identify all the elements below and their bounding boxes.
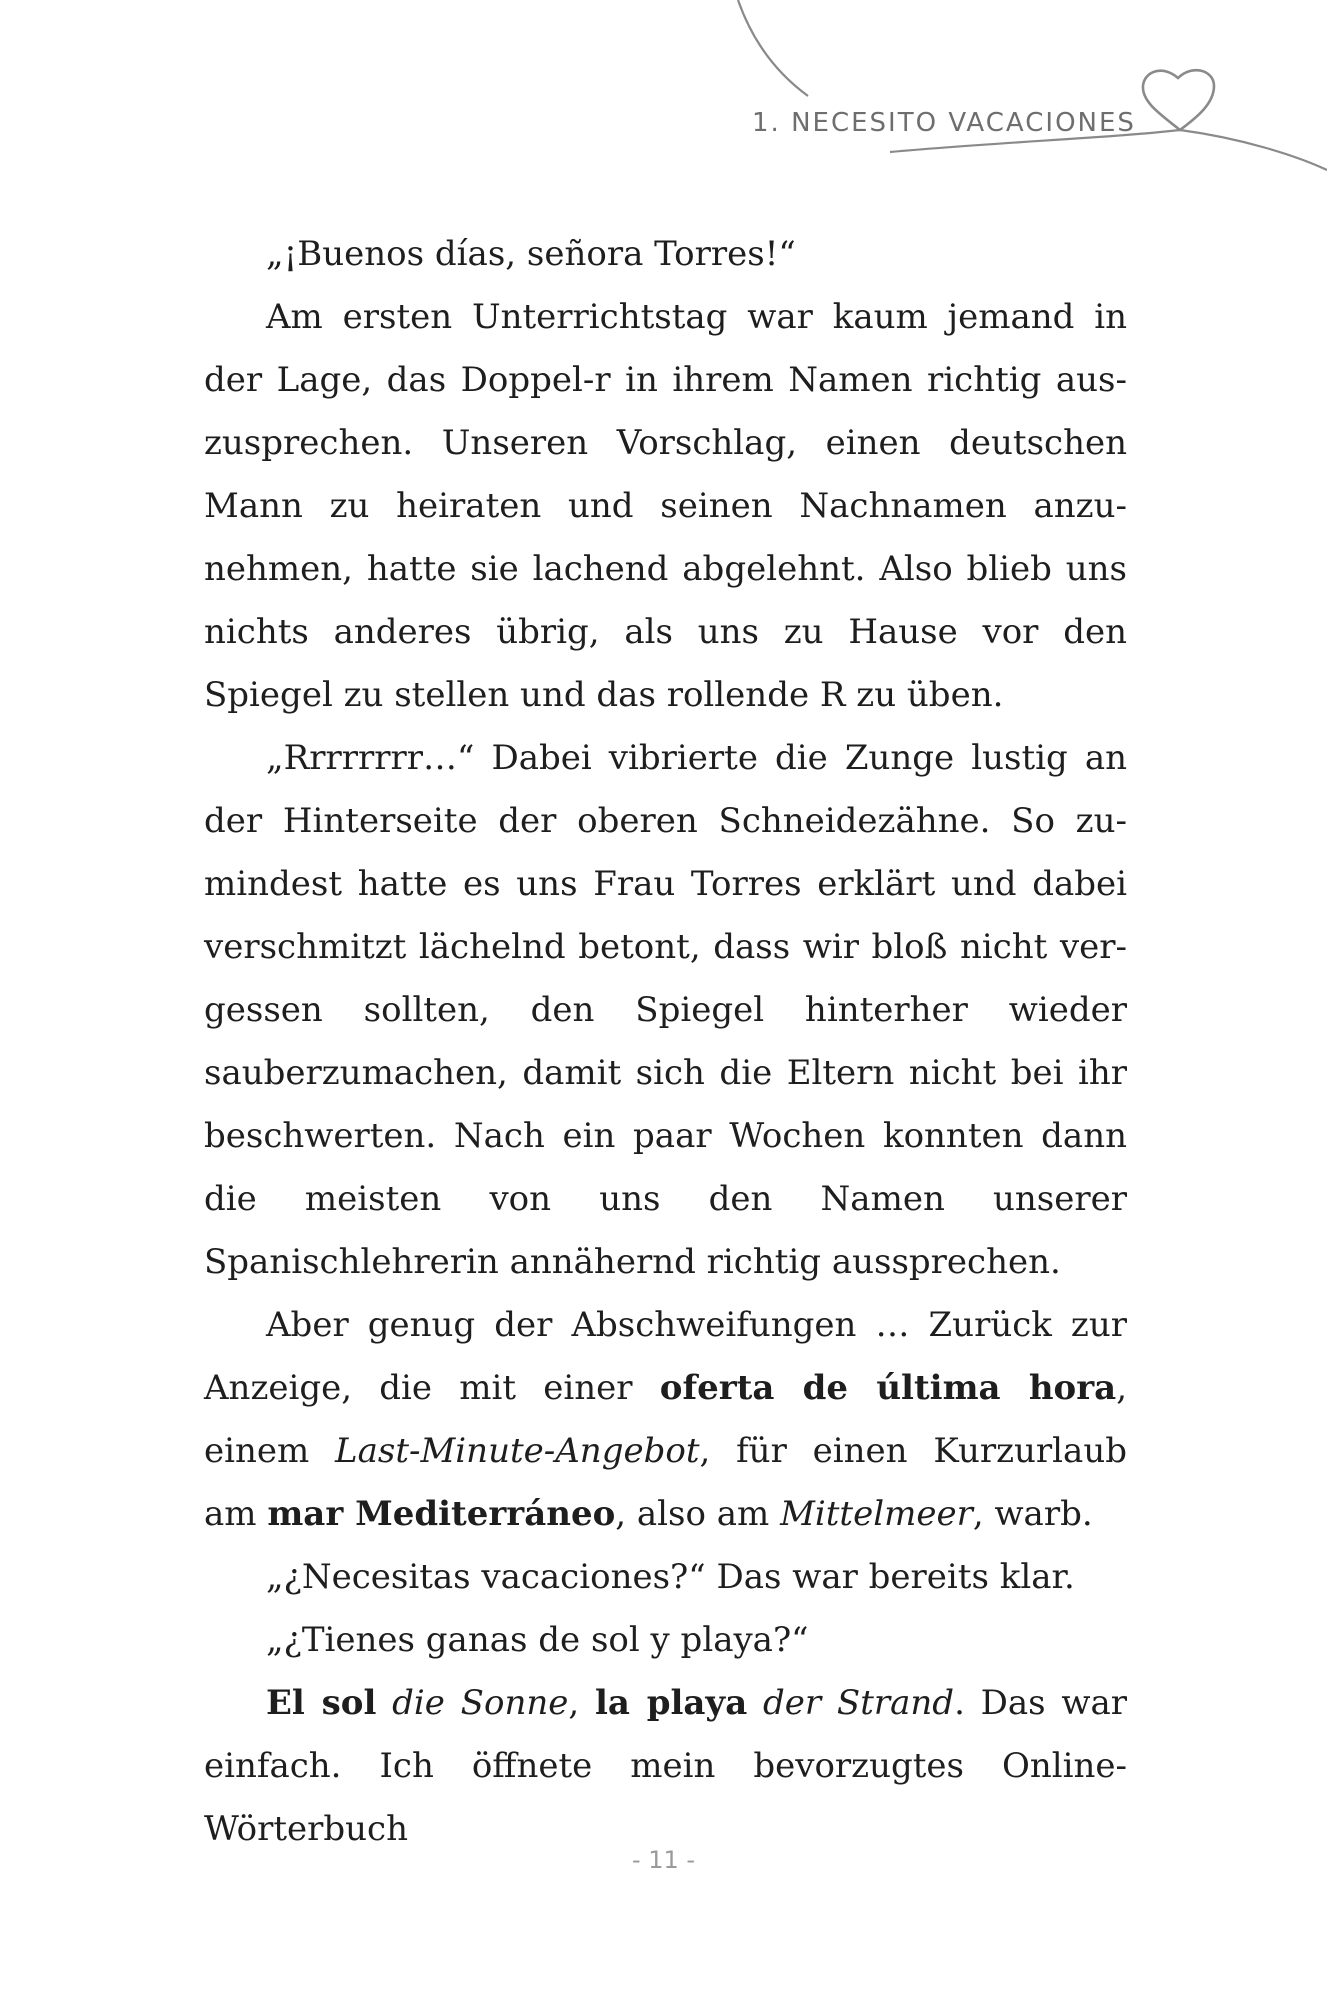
italic-translation: Last-Minute-Angebot [335,1431,700,1471]
text-run: Aber genug der Abschweifungen … Zurück zur Anzeige, die mit einer [204,1305,1127,1408]
running-head: 1. NECESITO VACACIONES [752,108,1136,138]
italic-translation: der Strand [763,1683,955,1723]
paragraph [204,1672,1127,1861]
text-run [376,1683,392,1723]
heart-outline-icon [1143,70,1214,130]
text-run: , warb. [972,1494,1093,1534]
text-run: . Das war einfach. Ich öffnete mein bevorzugtes Online-Wörterbuch [204,1683,1128,1849]
paragraph [204,223,1127,286]
paragraph [204,1294,1127,1546]
bold-term: la playa [594,1683,748,1723]
page-number: - 11 - [631,1846,696,1874]
text-run: , also am [615,1494,781,1534]
bold-term: El sol [266,1683,377,1723]
header-heart-decoration [0,0,1327,190]
text-run: , [568,1683,595,1723]
text-run: „¡Buenos días, señora Torres!“ [266,234,796,274]
bold-term: mar Mediterráneo [267,1494,616,1534]
decoration-swoosh-line [738,0,808,96]
text-run: , für einen Kurzurlaub am [204,1431,1127,1534]
text-run [747,1683,763,1723]
bold-term: oferta de última hora [659,1368,1117,1408]
paragraph [204,286,1127,727]
text-run: „¿Necesitas vacaciones?“ Das war bereits klar. [266,1557,1075,1597]
text-run: „¿Tienes ganas de sol y playa?“ [266,1620,809,1660]
body-text [204,223,1127,1861]
text-run: „Rrrrrrrr…“ Dabei vibrierte die Zunge lustig an der Hinterseite der oberen Schneidezähne. So zumindest hatte es uns Frau Torres erklärt und dabei verschmitzt lächelnd betont, dass wir bloß nicht vergessen sollten, den Spiegel hinterher wieder sauberzumachen, damit sich die Eltern nicht bei ihr beschwerten. Nach ein paar Wochen konnten dann die meisten von uns den Namen unserer Spanischlehrerin annähernd richtig aussprechen. [204,738,1127,1282]
text-run: , einem [204,1368,1127,1471]
italic-translation: die Sonne [392,1683,569,1723]
paragraph [204,1609,1127,1672]
italic-translation: Mittelmeer [780,1494,973,1534]
paragraph [204,1546,1127,1609]
text-run: Am ersten Unterrichtstag war kaum jemand in der Lage, das Doppel-r in ihrem Namen richtig auszusprechen. Unseren Vorschlag, einen deutschen Mann zu heiraten und seinen Nachnamen anzunehmen, hatte sie lachend abgelehnt. Also blieb uns nichts anderes übrig, als uns zu Hause vor den Spiegel zu stellen und das rollende R zu üben. [204,297,1127,715]
paragraph [204,727,1127,1294]
